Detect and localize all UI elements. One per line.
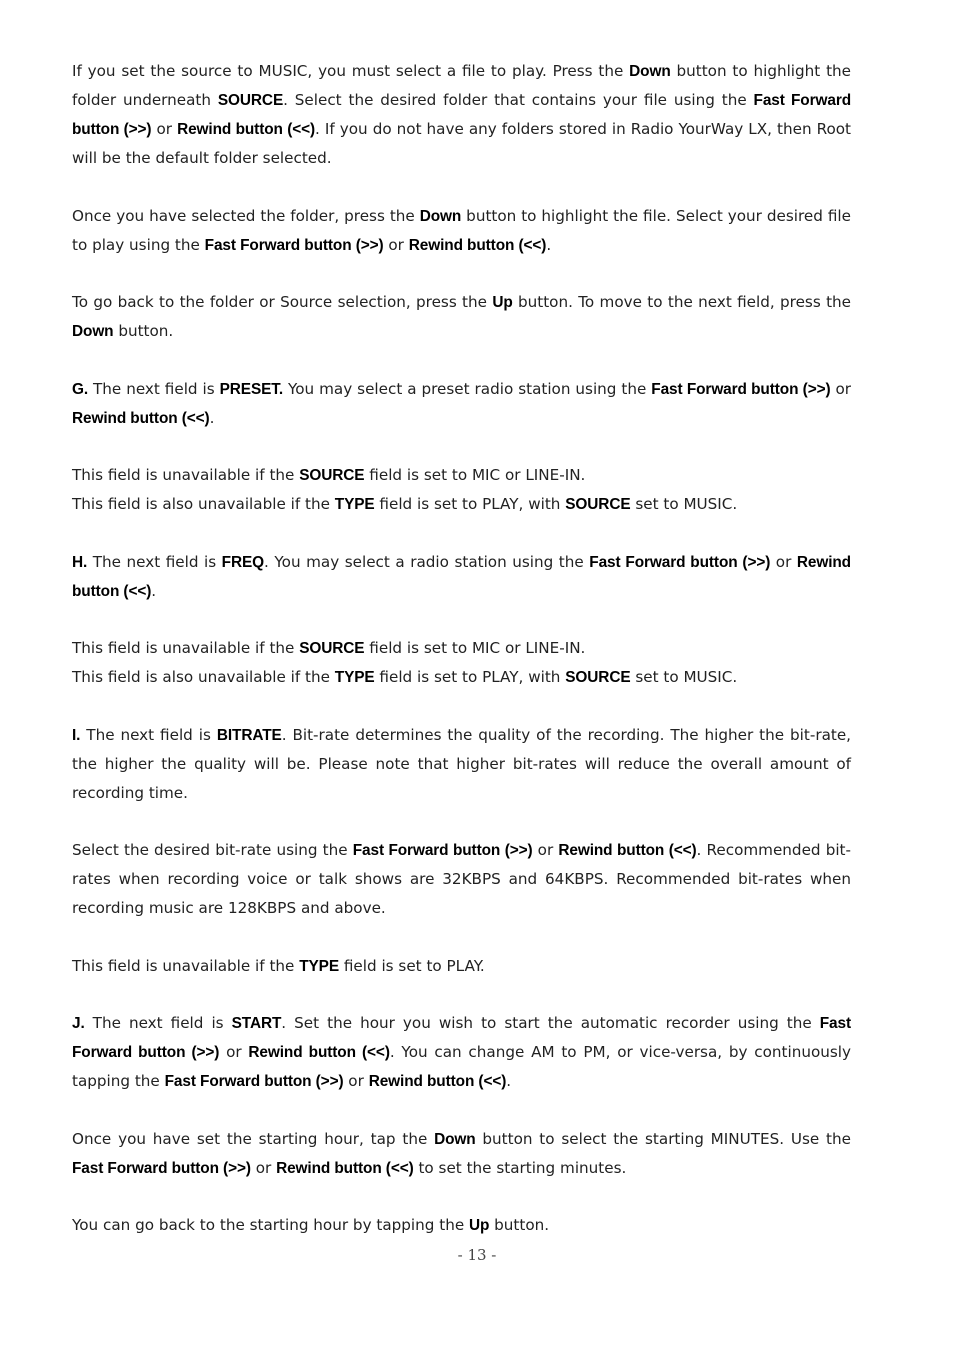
- text-run: button.: [113, 322, 174, 340]
- emphasized-term: Fast Forward button (>>): [352, 842, 533, 859]
- paragraph-start-minutes: [72, 1125, 851, 1183]
- emphasized-term: Fast Forward button (>>): [589, 554, 771, 571]
- emphasized-term: Rewind button (<<): [248, 1044, 390, 1061]
- emphasized-term: Down: [419, 208, 462, 225]
- paragraph-start-field: [72, 1009, 851, 1096]
- page-number: - 13 -: [457, 1246, 497, 1264]
- emphasized-term: SOURCE: [299, 640, 365, 657]
- paragraph-freq-unavailable: [72, 634, 851, 692]
- text-run: The next field is: [87, 553, 222, 571]
- text-run: set to MUSIC.: [630, 668, 738, 686]
- paragraph-music-source: [72, 57, 851, 173]
- paragraph-preset-unavailable: [72, 461, 851, 519]
- emphasized-term: Rewind button (<<): [177, 121, 316, 138]
- text-run: field is set to PLAY, with: [374, 668, 566, 686]
- text-run: or: [770, 553, 797, 571]
- text-run: The next field is: [88, 380, 220, 398]
- text-run: button to highlight the folder underneath: [72, 62, 851, 109]
- text-run: .: [506, 1072, 512, 1090]
- text-run: This field is unavailable if the: [72, 639, 300, 657]
- emphasized-term: J.: [72, 1015, 85, 1032]
- emphasized-term: Rewind button (<<): [408, 237, 547, 254]
- text-run: or: [830, 380, 852, 398]
- emphasized-term: BITRATE: [216, 727, 282, 744]
- emphasized-term: Fast Forward button (>>): [72, 1160, 251, 1177]
- text-run: . You may select a radio station using the: [264, 553, 590, 571]
- emphasized-term: Fast Forward button (>>): [164, 1073, 344, 1090]
- text-run: This field is also unavailable if the: [72, 668, 335, 686]
- text-run: . Recommended bit-rates when recording voice or talk shows are 32KBPS and 64KBPS. Recommended bit-rates when recording music are 128KBPS and above.: [72, 841, 851, 917]
- emphasized-term: TYPE: [334, 669, 375, 686]
- text-run: or: [219, 1043, 249, 1061]
- text-run: set to MUSIC.: [630, 495, 738, 513]
- emphasized-term: Rewind button (<<): [72, 554, 851, 600]
- emphasized-term: Down: [434, 1131, 476, 1148]
- text-run: Once you have set the starting hour, tap the: [72, 1130, 435, 1148]
- text-run: . If you do not have any folders stored in Radio YourWay LX, then Root will be the default folder selected.: [72, 120, 852, 167]
- text-run: . You can change AM to PM, or vice-versa, by continuously tapping the: [72, 1043, 851, 1090]
- paragraph-select-file: [72, 202, 851, 260]
- text-run: . Select the desired folder that contains your file using the: [283, 91, 754, 109]
- emphasized-term: Fast Forward button (>>): [72, 1015, 851, 1061]
- text-run: button to highlight the file. Select your desired file to play using the: [72, 207, 851, 254]
- paragraph-back-to-hour: [72, 1211, 851, 1240]
- text-run: Select the desired bit-rate using the: [72, 841, 353, 859]
- text-run: button to select the starting MINUTES. Use the: [475, 1130, 851, 1148]
- text-run: button.: [489, 1216, 550, 1234]
- paragraph-bitrate-recommend: [72, 836, 851, 923]
- text-run: field is set to PLAY.: [339, 957, 485, 975]
- text-run: To go back to the folder or Source selection, press the: [72, 293, 493, 311]
- text-run: You may select a preset radio station using the: [283, 380, 652, 398]
- paragraph-bitrate-field: [72, 721, 851, 808]
- emphasized-term: SOURCE: [565, 669, 631, 686]
- text-run: This field is unavailable if the: [72, 466, 300, 484]
- emphasized-term: PRESET.: [219, 381, 284, 398]
- emphasized-term: SOURCE: [299, 467, 365, 484]
- emphasized-term: START: [231, 1015, 282, 1032]
- emphasized-term: SOURCE: [217, 92, 284, 109]
- text-run: . Bit-rate determines the quality of the recording. The higher the bit-rate, the higher the quality will be. Please note that higher bit-rates will reduce the overall amount of recording time.: [72, 726, 852, 802]
- text-run: You can go back to the starting hour by tapping the: [72, 1216, 469, 1234]
- text-run: or: [151, 120, 178, 138]
- text-run: field is set to PLAY, with: [374, 495, 566, 513]
- paragraph-freq-field: [72, 548, 851, 606]
- paragraph-bitrate-unavailable: [72, 952, 851, 981]
- emphasized-term: TYPE: [299, 958, 340, 975]
- text-run: The next field is: [80, 726, 217, 744]
- text-run: Once you have selected the folder, press the: [72, 207, 420, 225]
- text-run: If you set the source to MUSIC, you must select a file to play. Press the: [72, 62, 630, 80]
- emphasized-term: Up: [492, 294, 513, 311]
- emphasized-term: Rewind button (<<): [72, 410, 210, 427]
- text-run: to set the starting minutes.: [413, 1159, 627, 1177]
- emphasized-term: TYPE: [334, 496, 375, 513]
- emphasized-term: Down: [629, 63, 671, 80]
- emphasized-term: G.: [72, 381, 89, 398]
- text-run: . Set the hour you wish to start the automatic recorder using the: [281, 1014, 820, 1032]
- emphasized-term: FREQ: [221, 554, 265, 571]
- text-run: field is set to MIC or LINE-IN.: [364, 466, 586, 484]
- emphasized-term: H.: [72, 554, 88, 571]
- paragraph-preset-field: [72, 375, 851, 433]
- emphasized-term: Rewind button (<<): [558, 842, 697, 859]
- text-run: This field is unavailable if the: [72, 957, 300, 975]
- text-run: This field is also unavailable if the: [72, 495, 335, 513]
- text-run: or: [250, 1159, 277, 1177]
- emphasized-term: Fast Forward button (>>): [72, 92, 852, 138]
- paragraph-go-back: [72, 288, 851, 346]
- emphasized-term: Up: [469, 1217, 490, 1234]
- emphasized-term: Rewind button (<<): [368, 1073, 507, 1090]
- text-run: .: [209, 409, 215, 427]
- text-run: button. To move to the next field, press the: [512, 293, 851, 311]
- text-run: .: [151, 582, 157, 600]
- text-run: field is set to MIC or LINE-IN.: [364, 639, 586, 657]
- text-run: or: [532, 841, 559, 859]
- text-run: or: [383, 236, 409, 254]
- text-run: .: [546, 236, 552, 254]
- emphasized-term: I.: [72, 727, 81, 744]
- emphasized-term: SOURCE: [565, 496, 631, 513]
- text-run: The next field is: [84, 1014, 232, 1032]
- text-run: or: [343, 1072, 369, 1090]
- emphasized-term: Down: [72, 323, 114, 340]
- emphasized-term: Fast Forward button (>>): [651, 381, 831, 398]
- emphasized-term: Fast Forward button (>>): [204, 237, 384, 254]
- emphasized-term: Rewind button (<<): [276, 1160, 414, 1177]
